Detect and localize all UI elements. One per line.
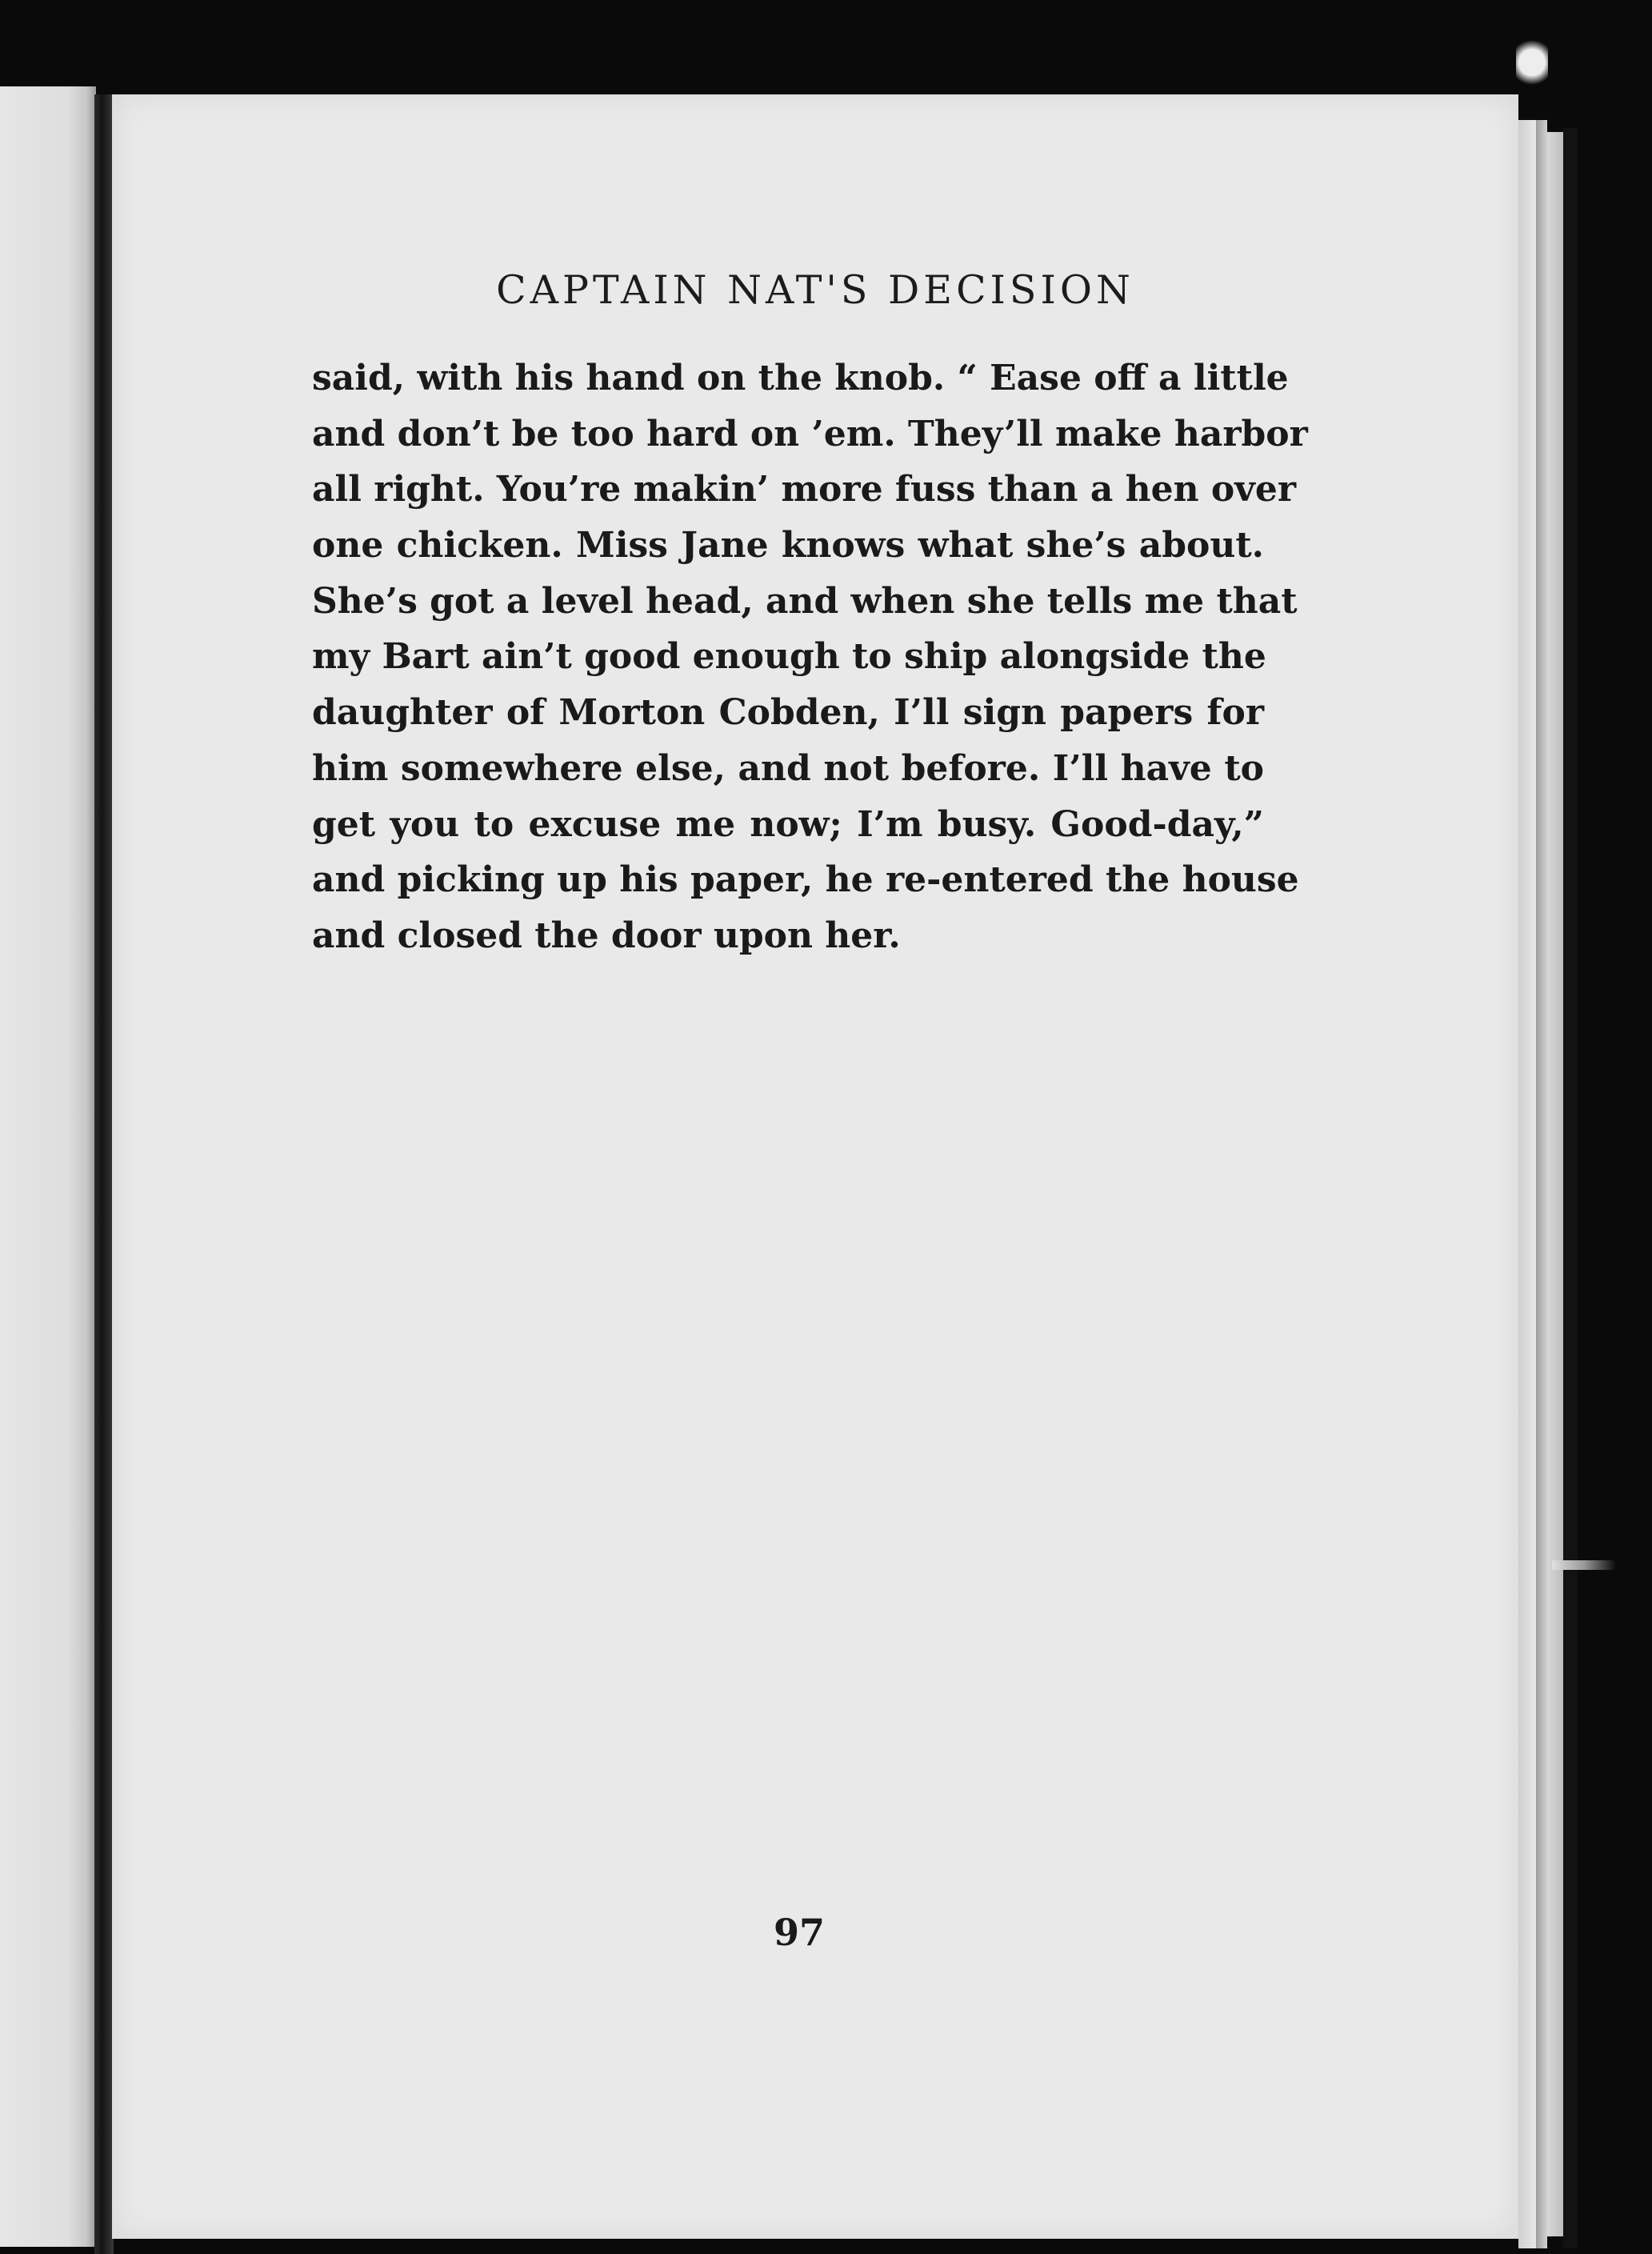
corner-mark xyxy=(1516,40,1548,96)
page-edge-shadow xyxy=(1563,128,1578,2248)
page-edge xyxy=(1518,120,1536,2248)
text-line: my Bart ain’t good enough to ship alongside the xyxy=(312,636,1266,678)
text-line: one chicken. Miss Jane knows what she’s about. xyxy=(312,525,1264,567)
running-head: CAPTAIN NAT'S DECISION xyxy=(496,267,1134,313)
text-line: daughter of Morton Cobden, I’ll sign papers for xyxy=(312,692,1264,734)
text-line: and closed the door upon her. xyxy=(312,915,901,956)
edge-speck xyxy=(1552,1560,1616,1570)
text-line: said, with his hand on the knob. “ Ease off a little xyxy=(312,358,1289,398)
text-line: all right. You’re makin’ more fuss than a hen over xyxy=(312,469,1297,510)
page-number: 97 xyxy=(773,1911,825,1954)
text-line: She’s got a level head, and when she tells me that xyxy=(312,580,1298,622)
text-line: get you to excuse me now; I’m busy. Good-day,” xyxy=(312,803,1264,845)
text-line: and don’t be too hard on ’em. They’ll make harbor xyxy=(312,413,1308,454)
page-edge xyxy=(1547,132,1563,2236)
page-edge xyxy=(1536,120,1547,2248)
body-text xyxy=(312,350,1308,964)
left-page-edge xyxy=(0,86,96,2247)
text-line: and picking up his paper, he re-entered the house xyxy=(312,859,1299,901)
book-gutter xyxy=(94,94,114,2254)
text-line: him somewhere else, and not before. I’ll have to xyxy=(312,747,1264,789)
